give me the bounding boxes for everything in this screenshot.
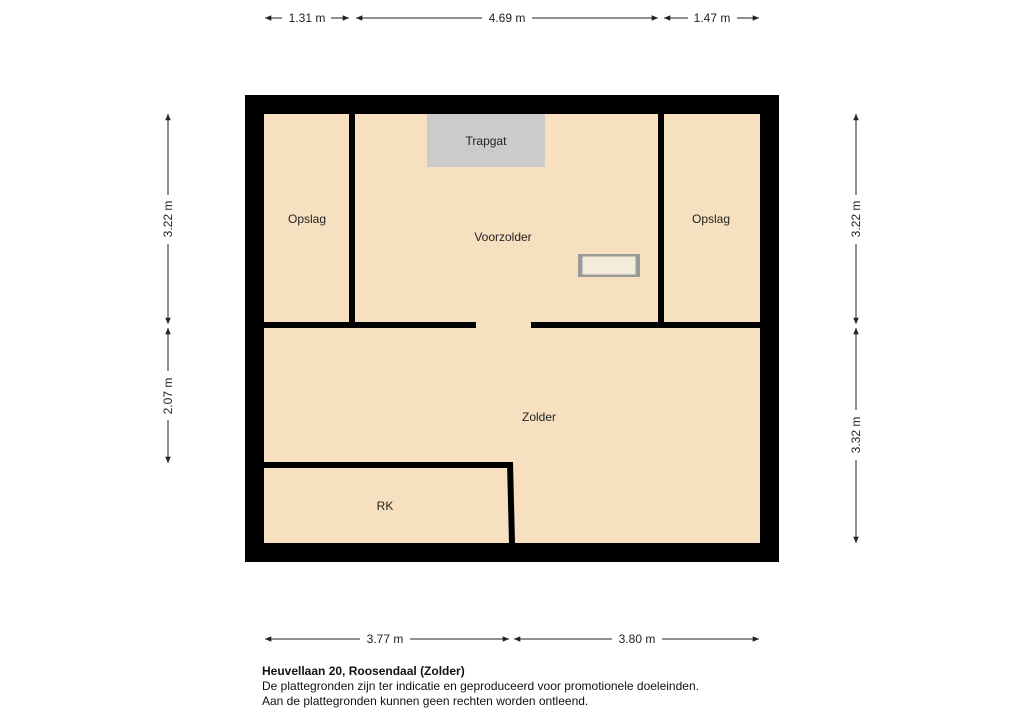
room-label-trapgat: Trapgat bbox=[465, 134, 507, 148]
footer-title: Heuvellaan 20, Roosendaal (Zolder) bbox=[262, 664, 465, 678]
wall-opslag-left-vertical bbox=[349, 114, 355, 327]
footer-disclaimer-line-2: Aan de plattegronden kunnen geen rechten worden ontleend. bbox=[262, 694, 589, 708]
dimension-right-1 bbox=[849, 114, 863, 324]
dimension-label-right-2: 3.32 m bbox=[849, 416, 863, 454]
dimension-label-top-3: 1.47 m bbox=[693, 11, 731, 25]
dimension-label-left-2: 2.07 m bbox=[161, 377, 175, 415]
dimension-left-2 bbox=[161, 328, 175, 463]
dimension-top-2 bbox=[356, 11, 658, 25]
wall-horizontal-right bbox=[531, 322, 760, 328]
dimension-top-1 bbox=[265, 11, 349, 25]
dimension-label-left-1: 3.22 m bbox=[161, 200, 175, 238]
dimension-right-2 bbox=[849, 328, 863, 543]
footer-disclaimer-line-1: De plattegronden zijn ter indicatie en geproduceerd voor promotionele doeleinden. bbox=[262, 679, 699, 693]
room-label-voorzolder: Voorzolder bbox=[474, 230, 532, 244]
dimension-bottom-1 bbox=[265, 632, 509, 646]
wall-horizontal-left bbox=[264, 322, 476, 328]
dimension-label-top-1: 1.31 m bbox=[288, 11, 326, 25]
wall-rk-top bbox=[264, 462, 512, 468]
room-label-opslag-right: Opslag bbox=[691, 212, 731, 226]
room-label-zolder: Zolder bbox=[521, 410, 557, 424]
dimension-top-3 bbox=[664, 11, 759, 25]
fixture-icon bbox=[578, 254, 640, 277]
dimension-label-right-1: 3.22 m bbox=[849, 200, 863, 238]
dimension-bottom-2 bbox=[514, 632, 759, 646]
dimension-label-top-2: 4.69 m bbox=[488, 11, 526, 25]
footer bbox=[262, 664, 962, 709]
room-label-opslag-left: Opslag bbox=[287, 212, 327, 226]
dimension-left-1 bbox=[161, 114, 175, 324]
room-label-rk: RK bbox=[376, 499, 394, 513]
dimension-label-bottom-2: 3.80 m bbox=[618, 632, 656, 646]
dimension-label-bottom-1: 3.77 m bbox=[366, 632, 404, 646]
wall-opslag-right-vertical bbox=[658, 114, 664, 327]
